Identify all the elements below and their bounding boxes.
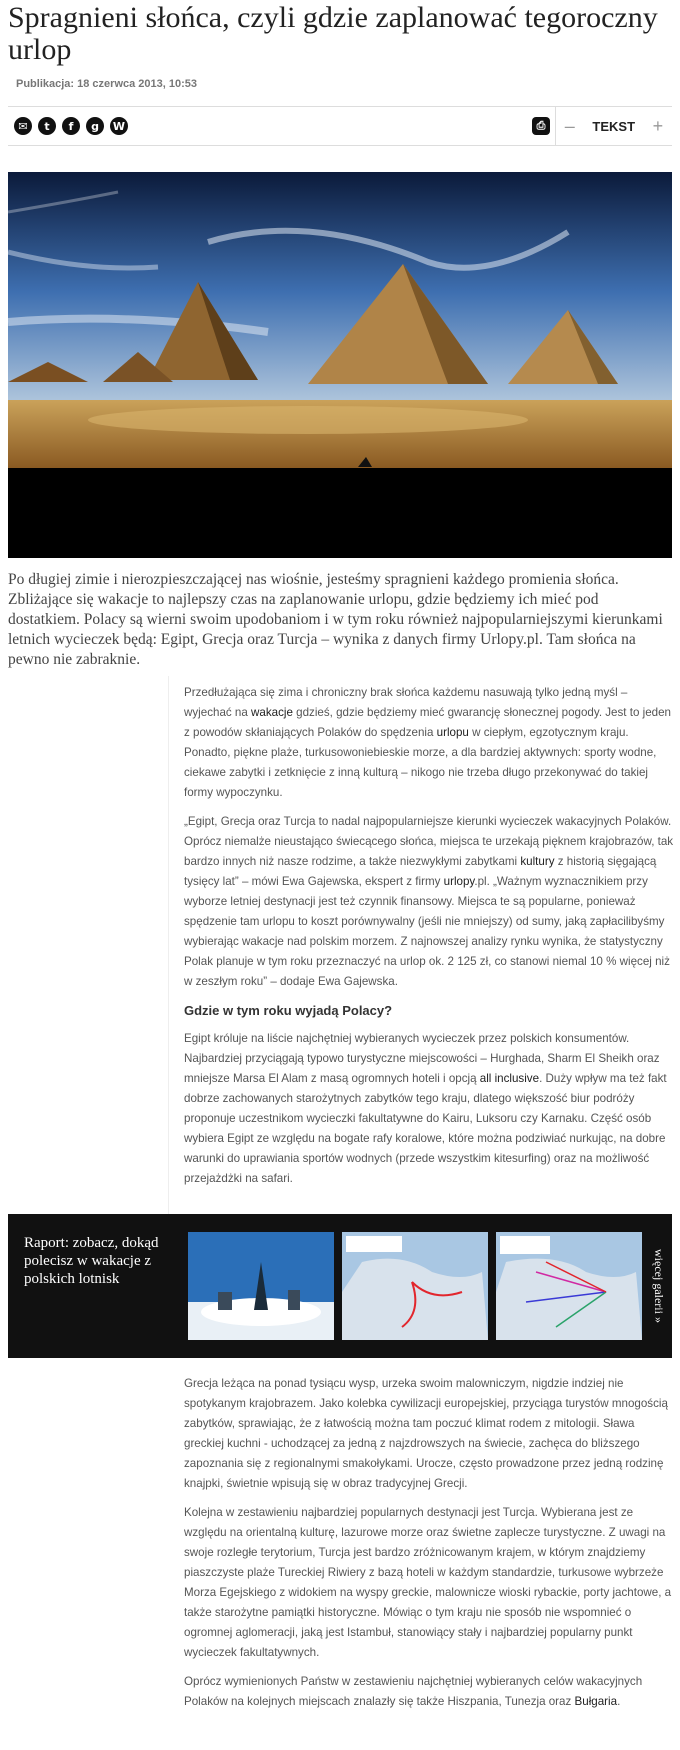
left-gutter	[8, 676, 169, 1216]
print-icon[interactable]: ⎙	[532, 117, 550, 135]
increase-text-button[interactable]: +	[652, 115, 664, 136]
link-all-inclusive[interactable]: all inclusive	[479, 1072, 540, 1085]
article-title: Spragnieni słońca, czyli gdzie zaplanować tegoroczny urlop	[8, 1, 658, 66]
article-body-top	[184, 683, 674, 1198]
gallery-thumb-3[interactable]	[496, 1232, 642, 1340]
link-urlopy[interactable]: urlopy	[443, 875, 475, 888]
gallery-banner[interactable]	[8, 1214, 672, 1358]
section-heading: Gdzie w tym roku wyjadą Polacy?	[184, 1003, 393, 1018]
google-plus-icon[interactable]: g	[86, 117, 104, 135]
decrease-text-button[interactable]: –	[564, 115, 575, 136]
paragraph-3: Egipt króluje na liście najchętniej wybieranych wycieczek przez polskich konsumentów. Najbardziej przyciągają typowo turystyczne miejscowości – Hurghada, Sharm El Sheikh oraz mniejsze Marsa El Alam z masą ogromnych hoteli i opcją all inclusive. Duży wpływ ma też fakt dobrze zachowanych starożytnych zabytków tego kraju, dlatego większość biur podróży proponuje uczestnikom wycieczki fakultatywne do Kairu, Luksoru czy Karnaku. Część osób wybiera Egipt ze względu na bogate rafy koralowe, które można podziwiać nurkując, na dobre warunki do uprawiania sportów wodnych (przede wszystkim kitesurfing) oraz na możliwość przejażdżki na safari.	[184, 1032, 667, 1185]
gallery-thumb-2[interactable]	[342, 1232, 488, 1340]
pyramids-illustration	[8, 172, 672, 558]
share-bar	[8, 106, 672, 146]
paragraph-6: Oprócz wymienionych Państw w zestawieniu najchętniej wybieranych celów wakacyjnych Polaków na kolejnych miejscach znalazły się także Hiszpania, Tunezja oraz Bułgaria.	[184, 1675, 643, 1708]
article-lead: Po długiej zimie i nierozpieszczającej nas wiośnie, jesteśmy spragnieni każdego promienia słońca. Zbliżające się wakacje to najlepszy czas na zaplanowanie urlopu, gdzie będziemy ich mieć pod dostatkiem. Polacy są wierni swoim upodobaniom i w tym roku również najpopularniejszymi kierunkami letnich wycieczek będą: Egipt, Grecja oraz Turcja – wynika z danych firmy Urlopy.pl. Tam słońca na pewno nie zabraknie.	[8, 571, 663, 668]
link-bulgaria[interactable]: Bułgaria	[574, 1695, 618, 1708]
paragraph-4: Grecja leżąca na ponad tysiącu wysp, urzeka swoim malowniczym, nigdzie indziej nie spotykanym krajobrazem. Jako kolebka cywilizacji europejskiej, przyciąga turystów mnogością zabytków, sprawiając, że z łatwością można tam poczuć klimat rodem z mitologii. Sława greckiej kuchni - uchodzącej za jedną z najzdrowszych na świecie, zachęca do bliższego zapoznania się z regionalnymi smakołykami. Urocze, często prowadzone przez jedną rodzinę knajpki, świetnie wpisują się w obraz tradycyjnej Grecji.	[184, 1377, 668, 1490]
paragraph-1: Przedłużająca się zima i chroniczny brak słońca każdemu nasuwają tylko jedną myśl – wyjechać na wakacje gdzieś, gdzie będziemy mieć gwarancję słonecznej pogody. Jest to jeden z powodów skłaniających Polaków do spędzenia urlopu w ciepłym, egzotycznym kraju. Ponadto, piękne plaże, turkusowoniebieskie morze, a dla bardziej aktywnych: sporty wodne, ciekawe zabytki i zetknięcie z inną kulturą – nikogo nie trzeba długo przekonywać do takiej formy wypoczynku.	[184, 686, 672, 799]
wykop-icon[interactable]: W	[110, 117, 128, 135]
link-urlopu[interactable]: urlopu	[436, 726, 469, 739]
text-size-label: TEKST	[592, 118, 636, 134]
facebook-icon[interactable]: f	[62, 117, 80, 135]
gallery-thumb-1[interactable]	[188, 1232, 334, 1340]
publication-date: Publikacja: 18 czerwca 2013, 10:53	[16, 78, 198, 90]
gallery-title[interactable]: Raport: zobacz, dokąd polecisz w wakacje z polskich lotnisk	[24, 1235, 159, 1287]
link-kultury[interactable]: kultury	[520, 855, 555, 868]
paragraph-2: „Egipt, Grecja oraz Turcja to nadal najpopularniejsze kierunki wycieczek wakacyjnych Polaków. Oprócz niemalże nieustająco świecącego słońca, miejsca te urzekają pięknem krajobrazów, tak bardzo innych niż nasze rodzime, a także niezwykłymi zabytkami kultury z historią sięgającą tysięcy lat” – mówi Ewa Gajewska, ekspert z firmy urlopy.pl. „Ważnym wyznacznikiem przy wyborze letniej destynacji jest też czynnik finansowy. Miejsca te są popularne, ponieważ spędzenie tam urlopu to koszt porównywalny (jeśli nie mniejszy) od sumy, jaką zapłacilibyśmy wybierając wakacje nad polskim morzem. Z najnowszej analizy rynku wynika, że statystyczny Polak planuje w tym roku przeznaczyć na urlop ok. 2 125 zł, co stanowi niemal 10 % więcej niż w zeszłym roku” – dodaje Ewa Gajewska.	[184, 815, 674, 988]
article-body-bottom	[184, 1374, 674, 1721]
text-size-control	[555, 107, 672, 145]
hero-image	[8, 172, 672, 558]
mail-icon[interactable]: ✉	[14, 117, 32, 135]
more-galleries-link[interactable]: więcej galerii »	[652, 1249, 666, 1323]
link-wakacje[interactable]: wakacje	[251, 706, 293, 719]
paragraph-5: Kolejna w zestawieniu najbardziej popularnych destynacji jest Turcja. Wybierana jest ze względu na orientalną kulturę, lazurowe morze oraz świetne zaplecze turystyczne. Z uwagi na swoje rozległe terytorium, Turcja jest bardzo zróżnicowanym krajem, w którym znajdziemy piaszczyste plaże Tureckiej Riwiery z bazą hoteli w każdym standardzie, turkusowe wybrzeże Morza Egejskiego z widokiem na wyspy greckie, malownicze wioski rybackie, porty jachtowe, a także starożytne pamiątki historyczne. Mówiąc o tym kraju nie sposób nie wspomnieć o ogromnej aglomeracji, jaką jest Istambuł, stanowiący stały i najbardziej popularny punkt wycieczek fakultatywnych.	[184, 1506, 672, 1659]
twitter-icon[interactable]: t	[38, 117, 56, 135]
